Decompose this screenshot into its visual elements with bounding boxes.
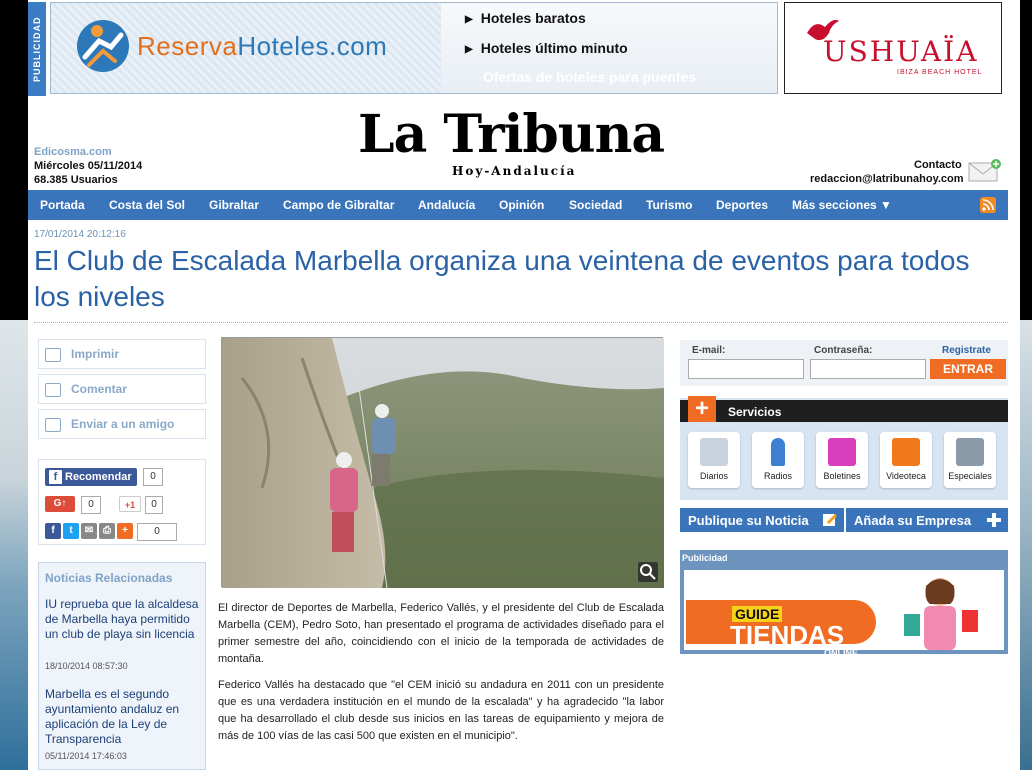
video-camera-icon [892, 438, 920, 466]
site-logo[interactable]: La Tribuna [358, 104, 665, 165]
facebook-share-icon[interactable]: f [45, 523, 61, 539]
article-title: El Club de Escalada Marbella organiza una veintena de eventos para todos los niveles [34, 245, 970, 312]
background-photo-left [0, 320, 28, 770]
users-count: 68.385 Usuarios [34, 174, 118, 186]
guide-label: GUIDE [732, 606, 782, 622]
add-company-button[interactable] [846, 508, 1008, 532]
hoteles-baratos-link[interactable]: ▶ Hoteles baratos [465, 10, 586, 26]
rss-icon[interactable] [980, 197, 996, 213]
bulletin-icon [828, 438, 856, 466]
title-divider [34, 322, 1008, 323]
nav-item-andalucia[interactable]: Andalucía [418, 198, 476, 212]
plus-one-count: 0 [145, 496, 163, 514]
publish-news-label: Publique su Noticia [688, 513, 809, 528]
main-nav [28, 190, 1008, 220]
ad-bar [28, 0, 1020, 98]
share-box [38, 459, 206, 545]
zoom-icon[interactable] [638, 562, 658, 582]
google-share-icon[interactable]: G↑ [45, 496, 75, 512]
service-radios[interactable] [752, 432, 804, 488]
plus-icon [986, 512, 1002, 528]
services-panel [680, 395, 1008, 500]
plus-icon: + [688, 396, 716, 422]
twitter-icon[interactable]: t [63, 523, 79, 539]
facebook-count: 0 [143, 468, 163, 486]
email-label: E-mail: [692, 345, 726, 356]
article-paragraph: Federico Vallés ha destacado que "el CEM inició su andadura en 2011 con un presidente que es una verdadera institución en el mundo de la escalada" y ha agradecido "la labor que ha desarrollado el club desde sus inicios en las tareas de equipamiento y mejora de más de 100 vías de las casi 500 que existen en el municipio". [218, 679, 664, 742]
site-logo-subtitle: Hoy-Andalucía [452, 164, 577, 178]
related-news-link[interactable]: Marbella es el segundo ayuntamiento andaluz en aplicación de la Ley de Transparencia [45, 687, 180, 746]
masthead [28, 98, 1020, 190]
service-label: Boletines [823, 471, 861, 481]
related-news-date: 05/11/2014 17:46:03 [45, 751, 127, 761]
comment-label: Comentar [71, 382, 128, 396]
service-label: Videoteca [886, 471, 926, 481]
nav-item-turismo[interactable]: Turismo [646, 198, 693, 212]
service-videoteca[interactable] [880, 432, 932, 488]
related-news [38, 562, 206, 770]
service-label: Diarios [699, 471, 728, 481]
publicidad-label: Publicidad [682, 553, 728, 563]
microphone-icon [771, 438, 785, 466]
email-share-icon[interactable]: ✉ [81, 523, 97, 539]
nav-item-gibraltar[interactable]: Gibraltar [209, 198, 260, 212]
comment-icon [45, 383, 61, 397]
nav-item-costa-del-sol[interactable]: Costa del Sol [109, 198, 186, 212]
print-button[interactable] [38, 339, 206, 369]
service-boletines[interactable] [816, 432, 868, 488]
printer-icon [45, 348, 61, 362]
page [28, 0, 1020, 770]
newspaper-icon [700, 438, 728, 466]
reservahoteles-links [441, 3, 777, 93]
tiendas-label: TIENDAS [730, 620, 845, 650]
nav-item-campo-de-gibraltar[interactable]: Campo de Gibraltar [283, 198, 395, 212]
nav-item-mas-secciones[interactable]: Más secciones ▼ [792, 198, 892, 212]
triangle-right-icon: ▶ [465, 14, 473, 25]
enter-button[interactable]: ENTRAR [930, 359, 1006, 379]
services-title: Servicios [728, 405, 782, 419]
comment-button[interactable] [38, 374, 206, 404]
service-diarios[interactable] [688, 432, 740, 488]
login-form [680, 340, 1008, 386]
contact-email[interactable]: redaccion@latribunahoy.com [810, 173, 964, 185]
publish-news-button[interactable] [680, 508, 844, 532]
facebook-recommend-button[interactable] [45, 468, 137, 486]
climbing-photo [222, 338, 664, 588]
publicidad-right [680, 550, 1008, 658]
online-label: ONLINE [824, 648, 859, 658]
addthis-count: 0 [137, 523, 177, 541]
send-label: Enviar a un amigo [71, 417, 175, 431]
background-photo-right [1020, 320, 1032, 770]
google-share-count: 0 [81, 496, 101, 514]
nav-item-sociedad[interactable]: Sociedad [569, 198, 623, 212]
shopping-woman-image [890, 570, 1004, 650]
add-company-label: Añada su Empresa [854, 513, 972, 528]
reservahoteles-logo-icon [75, 17, 131, 75]
article-photo[interactable] [221, 337, 663, 587]
publicidad-tab: PUBLICIDAD [28, 2, 46, 96]
addthis-icon[interactable]: + [117, 523, 133, 539]
services-header [680, 395, 1008, 422]
password-field[interactable] [810, 359, 926, 379]
print-label: Imprimir [71, 347, 120, 361]
related-news-date: 18/10/2014 08:57:30 [45, 661, 128, 671]
hoteles-ultimo-minuto-link[interactable]: ▶ Hoteles último minuto [465, 40, 628, 56]
related-news-link[interactable]: IU reprueba que la alcaldesa de Marbella haya permitido un club de playa sin licencia [45, 597, 199, 641]
mail-icon[interactable] [968, 158, 1002, 182]
facebook-recommend-label: Recomendar [65, 471, 132, 483]
related-news-title: Noticias Relacionadas [45, 571, 173, 585]
current-date: Miércoles 05/11/2014 [34, 160, 143, 172]
service-especiales[interactable] [944, 432, 996, 488]
nav-item-deportes[interactable]: Deportes [716, 198, 769, 212]
pencil-icon [822, 512, 838, 528]
plus-one-button[interactable]: +1 [119, 496, 141, 512]
article-paragraph: El director de Deportes de Marbella, Federico Vallés, y el presidente del Club de Escalada Marbella (CEM), Pedro Soto, han presentado el programa de actividades diseñado para el primer semestre del año, coincidiendo con el inicio de la temporada de actividades de montaña. [218, 602, 664, 665]
contact-label[interactable]: Contacto [914, 159, 962, 171]
facebook-icon: f [49, 470, 62, 484]
ushuaia-subtitle: IBIZA BEACH HOTEL [897, 69, 983, 76]
service-label: Radios [763, 471, 792, 481]
ofertas-puentes-link[interactable]: Ofertas de hoteles para puentes [483, 69, 697, 85]
register-link[interactable]: Registrate [942, 345, 991, 356]
article-datetime: 17/01/2014 20:12:16 [34, 229, 126, 240]
send-to-friend-button[interactable] [38, 409, 206, 439]
site-name[interactable]: Edicosma.com [34, 146, 112, 158]
guide-tiendas-ad[interactable] [684, 570, 1004, 658]
reservahoteles-brand: ReservaHoteles.com [137, 31, 388, 61]
service-label: Especiales [948, 471, 992, 481]
triangle-right-icon: ▶ [465, 44, 473, 55]
folder-star-icon [956, 438, 984, 466]
ushuaia-name: USHUAÏA [823, 35, 979, 68]
ushuaia-ad[interactable] [784, 2, 1002, 94]
nav-item-opinion[interactable]: Opinión [499, 198, 545, 212]
envelope-icon [45, 418, 61, 432]
nav-item-portada[interactable]: Portada [40, 198, 85, 212]
print-share-icon[interactable]: ⎙ [99, 523, 115, 539]
password-label: Contraseña: [814, 345, 873, 356]
reservahoteles-ad[interactable] [50, 2, 778, 94]
email-field[interactable] [688, 359, 804, 379]
